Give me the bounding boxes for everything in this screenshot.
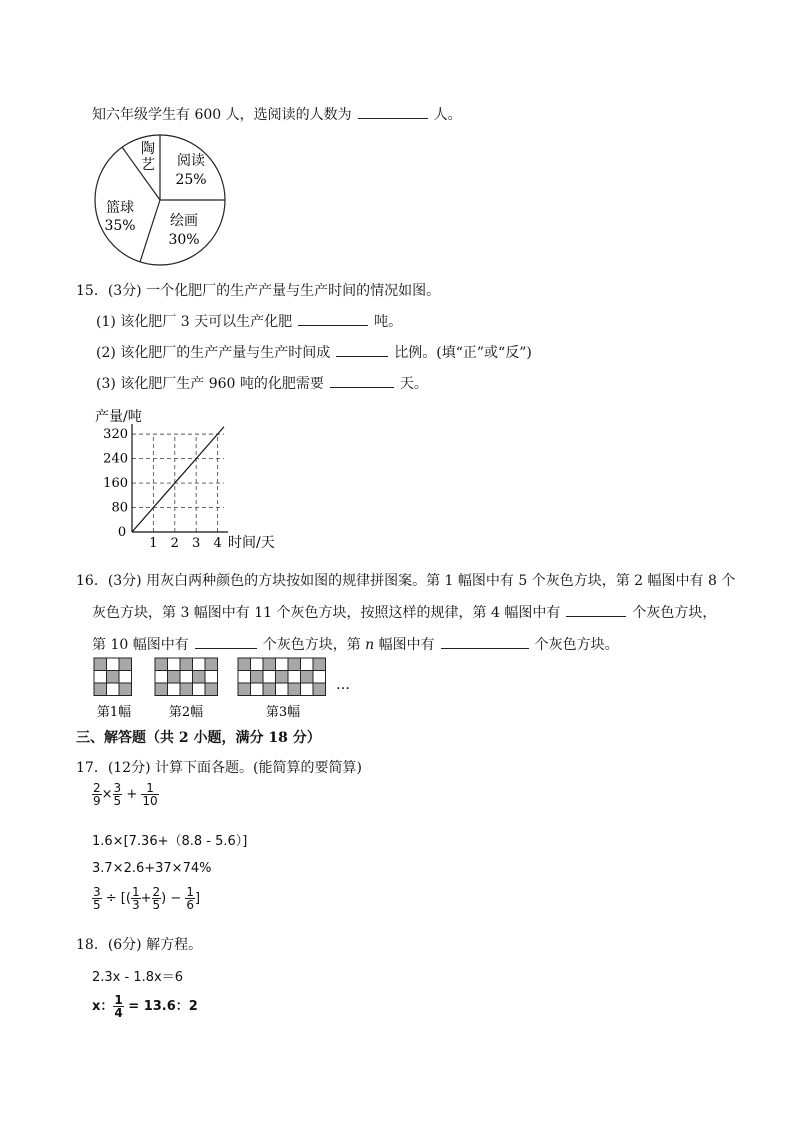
- pattern-label-3: 第3幅: [265, 705, 301, 720]
- q18-equation2: x： $\frac{1}{4}$ = 13.6：2: [92, 993, 198, 1020]
- pattern-label-1: 第1幅: [96, 705, 132, 720]
- gray-tile: [263, 658, 276, 671]
- answer-blank[interactable]: [330, 373, 394, 388]
- gray-tile: [263, 683, 276, 696]
- pie-label-drawing: 绘画: [170, 213, 198, 229]
- q17-expr1: $\frac{2}{9}$ × $\frac{3}{5}$ + $\frac{1}{10}$: [93, 781, 158, 808]
- fraction: $\frac{3}{5}$: [93, 885, 101, 912]
- white-tile: [238, 671, 251, 684]
- x-tick-label: 3: [192, 536, 201, 551]
- gray-tile: [238, 658, 251, 671]
- pie-chart: [90, 134, 230, 274]
- answer-blank[interactable]: [298, 311, 368, 326]
- white-tile: [276, 658, 289, 671]
- white-tile: [205, 671, 218, 684]
- gray-tile: [238, 683, 251, 696]
- white-tile: [193, 683, 206, 696]
- white-tile: [193, 658, 206, 671]
- white-tile: [180, 671, 193, 684]
- pie-label-pottery-2: 艺: [141, 157, 155, 173]
- x-tick-label: 0: [117, 525, 127, 540]
- pie-pct-reading: 25%: [175, 172, 207, 188]
- y-tick-label: 240: [103, 451, 128, 467]
- white-tile: [301, 658, 314, 671]
- gray-tile: [94, 658, 107, 671]
- pie-label-basketball: 篮球: [106, 200, 134, 216]
- pattern-label-2: 第2幅: [168, 705, 204, 720]
- white-tile: [94, 671, 107, 684]
- y-tick-label: 320: [103, 427, 128, 443]
- q14-line: 知六年级学生有 600 人，选阅读的人数为 人。: [92, 104, 462, 124]
- pie-pct-drawing: 30%: [168, 232, 200, 248]
- fraction: $\frac{1}{4}$: [114, 993, 123, 1020]
- q17-expr3: 3.7×2.6+37×74%: [92, 861, 212, 876]
- q17-expr4: $\frac{3}{5}$ ÷ [( $\frac{1}{3}$ + $\frac{2}{5}$ ) − $\frac{1}{6}$ ]: [93, 885, 201, 912]
- white-tile: [301, 683, 314, 696]
- fraction: $\frac{2}{9}$: [93, 781, 101, 808]
- white-tile: [168, 658, 181, 671]
- gray-tile: [94, 683, 107, 696]
- white-tile: [276, 683, 289, 696]
- pie-pct-basketball: 35%: [104, 218, 136, 234]
- q18-equation1: 2.3x - 1.8x＝6: [92, 970, 183, 985]
- q18-stem: 18．(6分) 解方程。: [76, 937, 203, 953]
- white-tile: [119, 671, 132, 684]
- series-line: [132, 427, 224, 532]
- white-tile: [251, 683, 264, 696]
- x-tick-label: 1: [149, 536, 158, 551]
- gray-tile: [193, 671, 206, 684]
- gray-tile: [288, 683, 301, 696]
- gray-tile: [301, 671, 314, 684]
- gray-tile: [119, 658, 132, 671]
- line-chart: [92, 404, 292, 554]
- fraction: $\frac{2}{5}$: [152, 885, 161, 912]
- gray-tile: [313, 658, 326, 671]
- white-tile: [107, 683, 120, 696]
- gray-tile: [205, 683, 218, 696]
- answer-blank[interactable]: [195, 634, 257, 649]
- answer-blank[interactable]: [566, 602, 626, 617]
- gray-tile: [180, 683, 193, 696]
- q17-expr2: 1.6×[7.36+（8.8 - 5.6）]: [92, 834, 248, 849]
- q15-part2: (2) 该化肥厂的生产产量与生产时间成 比例。(填“正”或“反”): [96, 342, 532, 362]
- y-tick-label: 80: [111, 500, 128, 516]
- white-tile: [251, 658, 264, 671]
- q15-part3: (3) 该化肥厂生产 960 吨的化肥需要 天。: [96, 373, 428, 393]
- q15-part1: (1) 该化肥厂 3 天可以生产化肥 吨。: [96, 311, 402, 331]
- q16-line1: 16．(3分) 用灰白两种颜色的方块按如图的规律拼图案。第 1 幅图中有 5 个灰色方块，第 2 幅图中有 8 个: [76, 573, 736, 589]
- gray-tile: [107, 671, 120, 684]
- white-tile: [107, 658, 120, 671]
- gray-tile: [180, 658, 193, 671]
- white-tile: [155, 671, 168, 684]
- gray-tile: [276, 671, 289, 684]
- x-tick-label: 4: [213, 536, 222, 551]
- y-tick-label: 160: [103, 476, 128, 492]
- fraction: $\frac{1}{10}$: [142, 781, 158, 808]
- q16-line3: 第 10 幅图中有 个灰色方块，第 n 幅图中有 个灰色方块。: [92, 634, 619, 654]
- q16-line2: 灰色方块，第 3 幅图中有 11 个灰色方块，按照这样的规律，第 4 幅图中有 个灰色方块，: [92, 602, 716, 622]
- fraction: $\frac{3}{5}$: [113, 781, 122, 808]
- tile-patterns: [92, 656, 362, 720]
- gray-tile: [251, 671, 264, 684]
- gray-tile: [205, 658, 218, 671]
- x-tick-label: 2: [170, 536, 179, 551]
- gray-tile: [168, 671, 181, 684]
- pie-label-pottery-1: 陶: [141, 141, 155, 157]
- fraction: $\frac{1}{6}$: [186, 885, 195, 912]
- gray-tile: [313, 683, 326, 696]
- white-tile: [313, 671, 326, 684]
- gray-tile: [119, 683, 132, 696]
- answer-blank[interactable]: [358, 104, 428, 119]
- y-axis-label: 产量/吨: [95, 409, 142, 425]
- ellipsis: …: [336, 677, 350, 693]
- section-heading: 三、解答题（共 2 小题，满分 18 分）: [76, 730, 321, 746]
- pie-label-reading: 阅读: [177, 153, 205, 169]
- gray-tile: [288, 658, 301, 671]
- gray-tile: [155, 658, 168, 671]
- q17-stem: 17．(12分) 计算下面各题。(能简算的要简算): [76, 760, 362, 776]
- answer-blank[interactable]: [441, 634, 529, 649]
- white-tile: [168, 683, 181, 696]
- q15-stem: 15．(3分) 一个化肥厂的生产产量与生产时间的情况如图。: [76, 283, 441, 299]
- white-tile: [288, 671, 301, 684]
- answer-blank[interactable]: [336, 342, 388, 357]
- gray-tile: [155, 683, 168, 696]
- x-axis-label: 时间/天: [228, 535, 275, 551]
- white-tile: [263, 671, 276, 684]
- fraction: $\frac{1}{3}$: [131, 885, 140, 912]
